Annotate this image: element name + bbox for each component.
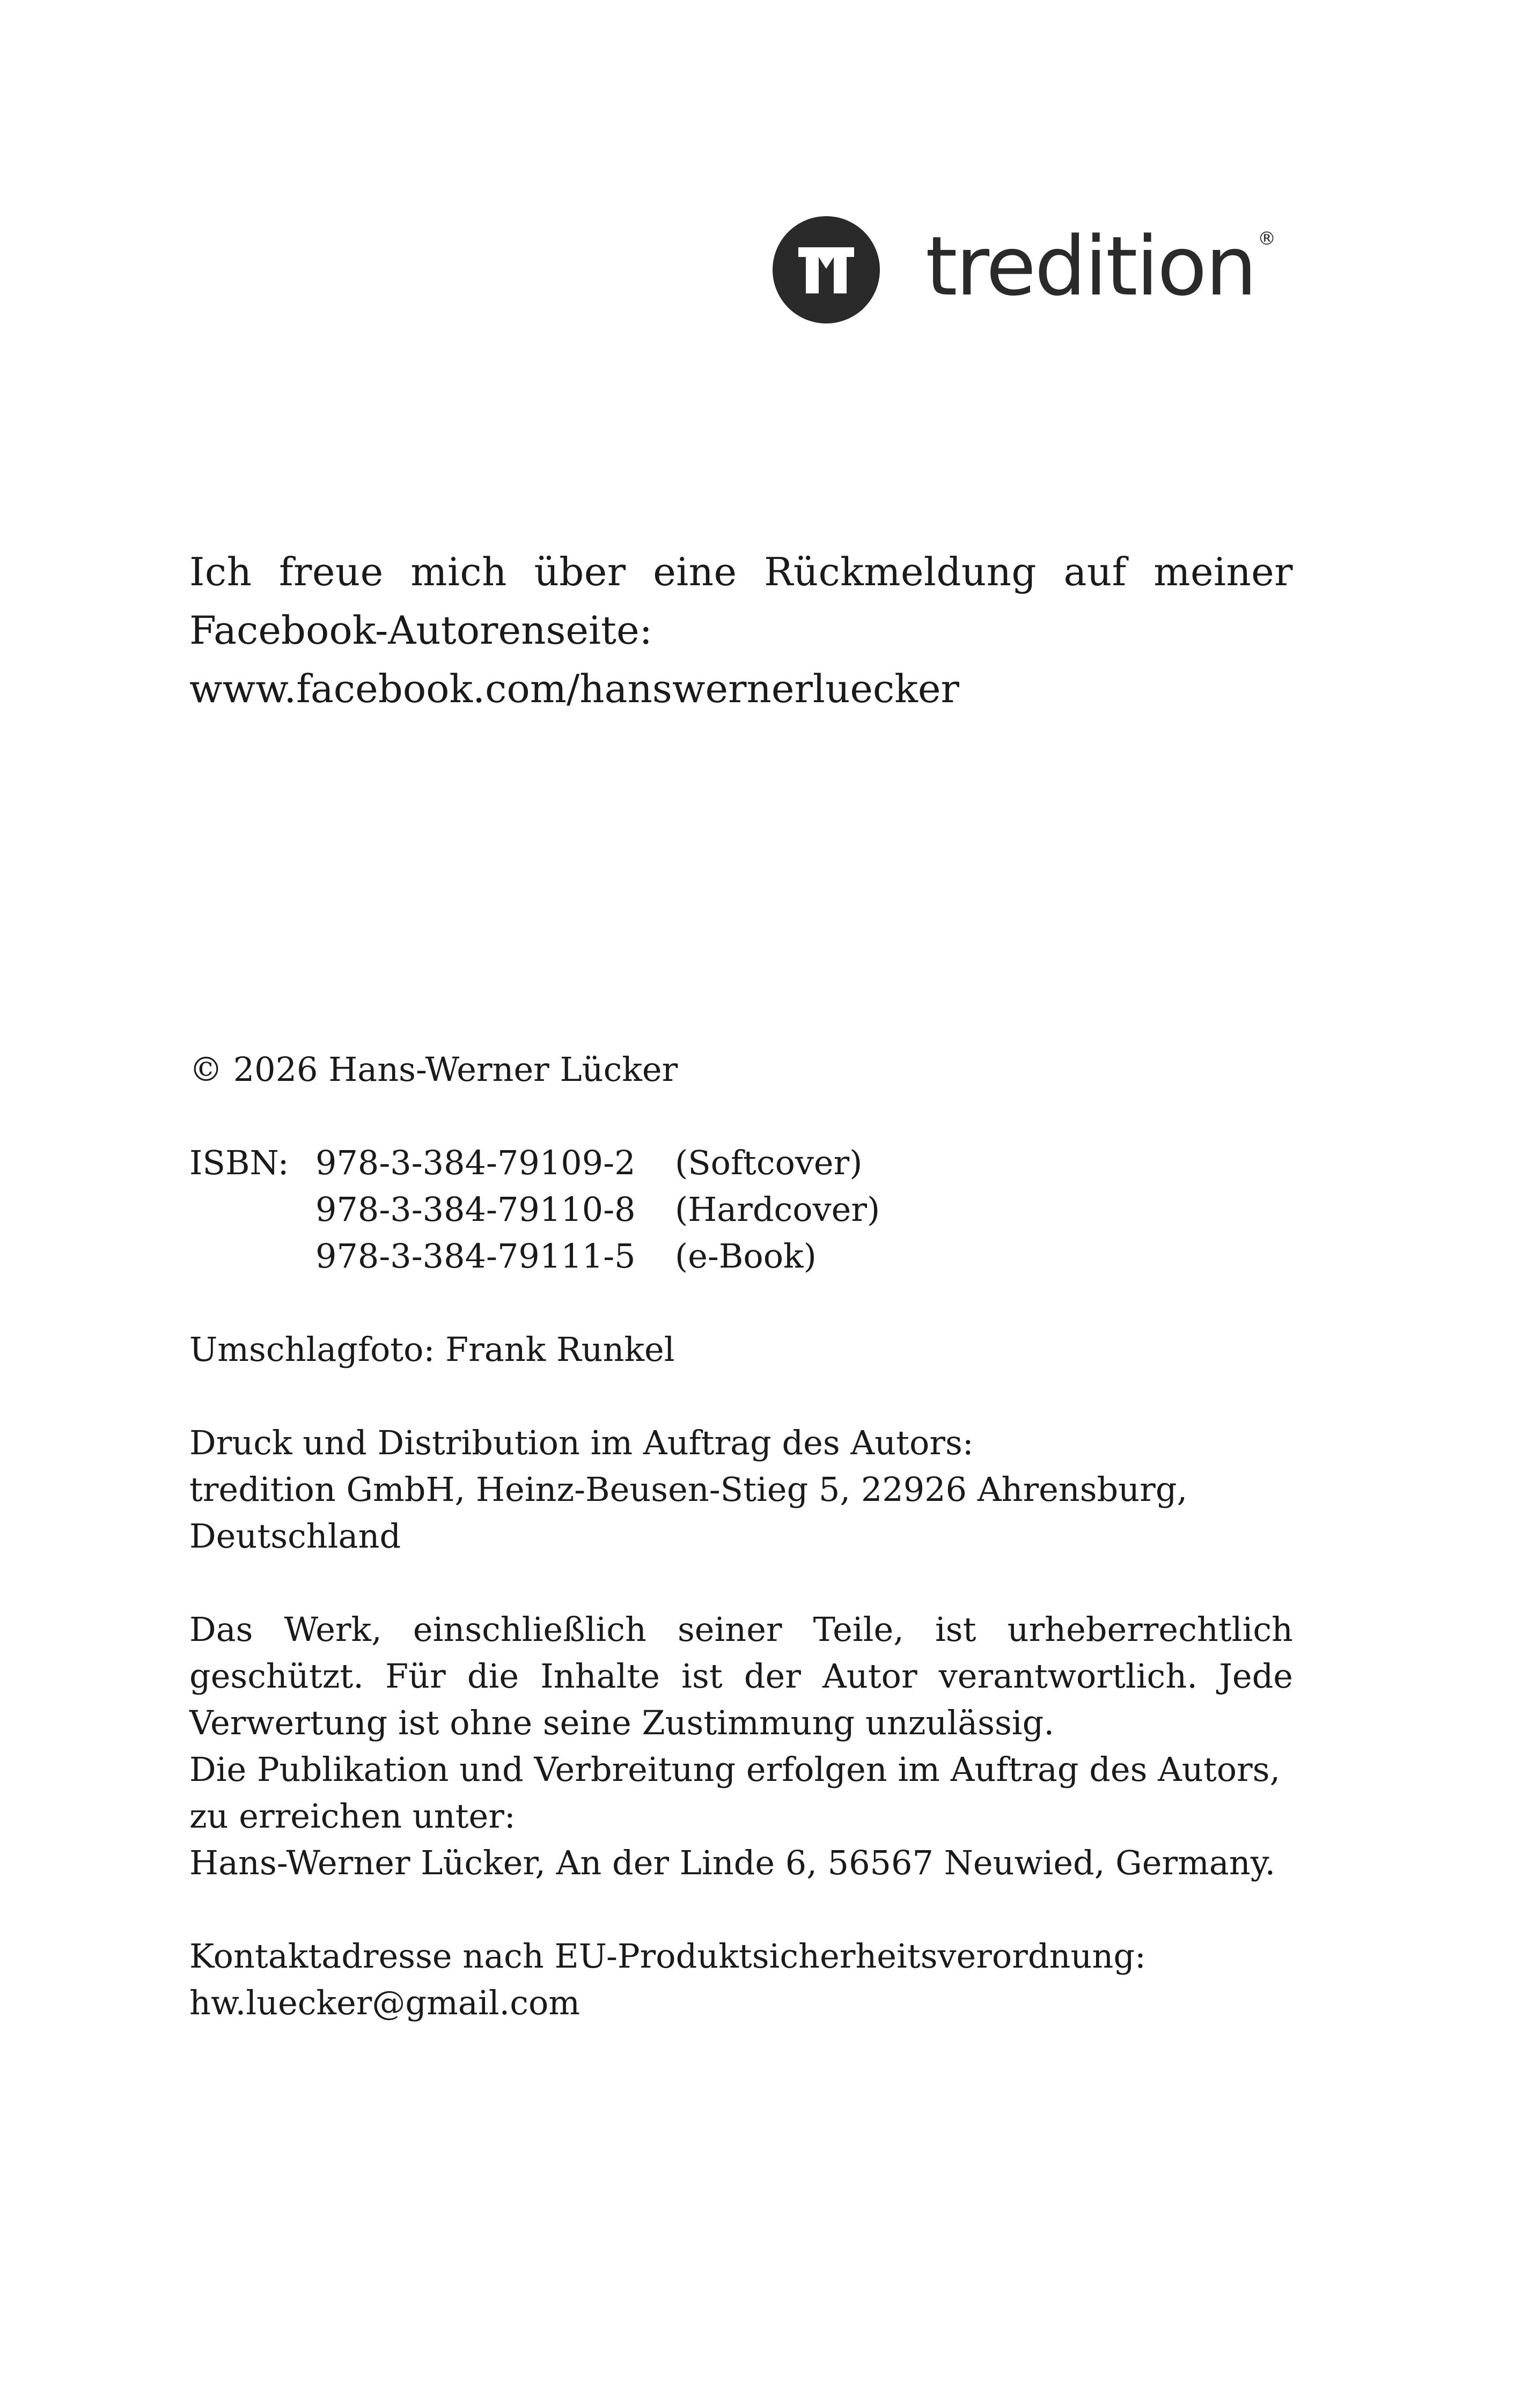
- facebook-url: www.facebook.com/hanswernerluecker: [189, 666, 959, 711]
- isbn-label: ISBN:: [189, 1143, 289, 1182]
- rights-line-5: zu erreichen unter:: [189, 1796, 516, 1836]
- rights-line-4: Die Publikation und Verbreitung erfolgen im Auftrag des Autors,: [189, 1750, 1281, 1789]
- rights-line-2: geschützt. Für die Inhalte ist der Autor verantwortlich. Jede: [189, 1656, 1293, 1696]
- isbn-number: 978-3-384-79110-8: [315, 1190, 636, 1229]
- isbn-number: 978-3-384-79111-5: [315, 1236, 636, 1276]
- tredition-logo-icon: [773, 216, 880, 323]
- contact-line-1: Kontaktadresse nach EU-Produktsicherheitsverordnung:: [189, 1936, 1146, 1976]
- logo-wordmark: tredition: [925, 218, 1256, 314]
- rights-line-1: Das Werk, einschließlich seiner Teile, ist urheberrechtlich: [189, 1610, 1293, 1649]
- isbn-row: [315, 1233, 1293, 1279]
- contact-notice: [189, 1933, 1293, 2026]
- isbn-row: [315, 1139, 1293, 1186]
- rights-notice: [189, 1606, 1293, 1886]
- copyright-notice: © 2026 Hans-Werner Lücker: [189, 1050, 678, 1089]
- cover-photo-credit: Umschlagfoto: Frank Runkel: [189, 1330, 675, 1369]
- publisher-logo: [773, 212, 1276, 327]
- feedback-line-1: Ich freue mich über eine Rückmeldung auf meiner: [189, 549, 1293, 594]
- isbn-row: [315, 1186, 1293, 1233]
- print-line-3: Deutschland: [189, 1516, 401, 1556]
- isbn-format: (Hardcover): [675, 1190, 880, 1229]
- feedback-note: [189, 543, 1293, 718]
- rights-line-6: Hans-Werner Lücker, An der Linde 6, 56567 Neuwied, Germany.: [189, 1843, 1276, 1882]
- feedback-line-2: Facebook-Autorenseite:: [189, 608, 652, 653]
- registered-mark: ®: [1258, 227, 1276, 249]
- rights-line-3: Verwertung ist ohne seine Zustimmung unzulässig.: [189, 1703, 1055, 1742]
- print-line-2: tredition GmbH, Heinz-Beusen-Stieg 5, 22926 Ahrensburg,: [189, 1470, 1188, 1509]
- print-distribution: [189, 1419, 1293, 1559]
- isbn-list: [189, 1139, 1293, 1279]
- contact-email: hw.luecker@gmail.com: [189, 1983, 581, 2022]
- print-line-1: Druck und Distribution im Auftrag des Autors:: [189, 1423, 974, 1462]
- isbn-number: 978-3-384-79109-2: [315, 1143, 636, 1182]
- isbn-format: (Softcover): [675, 1143, 863, 1182]
- isbn-format: (e-Book): [675, 1236, 817, 1276]
- imprint-block: [189, 1046, 1293, 2073]
